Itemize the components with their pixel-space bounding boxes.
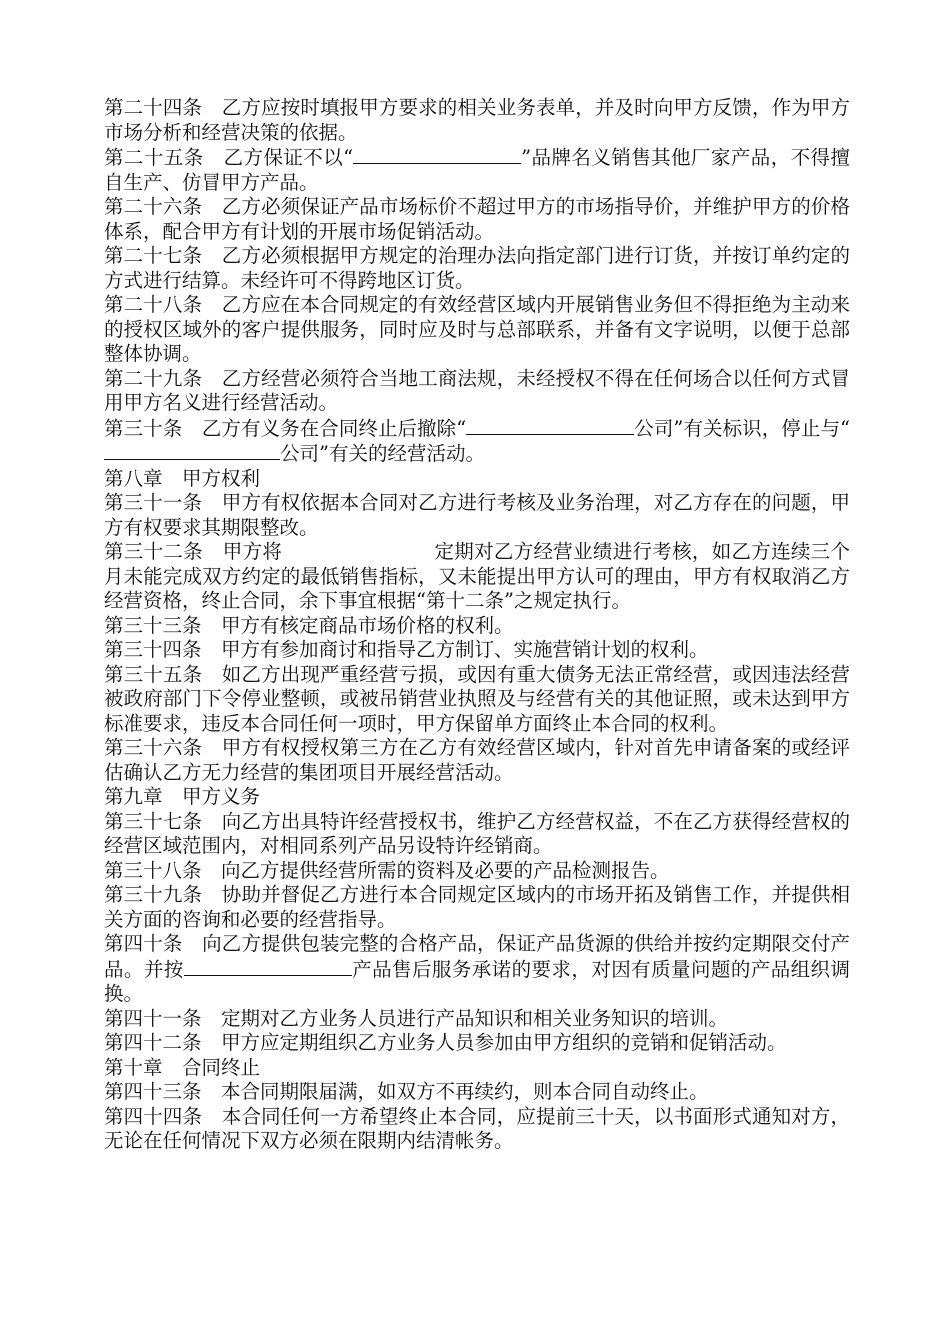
article-41: 第四十一条 定期对乙方业务人员进行产品知识和相关业务知识的培训。: [104, 1006, 729, 1030]
chapter-10-heading: 第十章 合同终止: [104, 1055, 261, 1079]
article-38: 第三十八条 向乙方提供经营所需的资料及必要的产品检测报告。: [104, 858, 670, 882]
article-39: 第三十九条 协助并督促乙方进行本合同规定区域内的市场开拓及销售工作，并提供相关方面的咨询和必要的经营指导。: [104, 883, 850, 931]
document-page: [104, 96, 850, 1154]
article-30: 第三十条 乙方有义务在合同终止后撤除“ 公司”有关标识，停止与“公司”有关的经营活动。: [104, 416, 850, 465]
article-25: 第二十五条 乙方保证不以“ ”品牌名义销售其他厂家产品，不得擅自生产、仿冒甲方产品。: [104, 146, 850, 194]
article-43: 第四十三条 本合同期限届满，如双方不再续约，则本合同自动终止。: [104, 1080, 709, 1103]
article-40: 第四十条 向乙方提供包装完整的合格产品，保证产品货源的供给并按约定期限交付产品。并按 产品售后服务承诺的要求，对因有质量问题的产品组织调换。: [104, 932, 850, 1005]
article-37: 第三十七条 向乙方出具特许经营授权书，维护乙方经营权益，不在乙方获得经营权的经营区域范围内，对相同系列产品另设特许经销商。: [104, 809, 850, 857]
article-32: 第三十二条 甲方将 定期对乙方经营业绩进行考核，如乙方连续三个月未能完成双方约定的最低销售指标，又未能提出甲方认可的理由，甲方有权取消乙方经营资格，终止合同，余下事宜根据“第十二条”之规定执行。: [104, 540, 850, 612]
article-35: 第三十五条 如乙方出现严重经营亏损，或因有重大债务无法正常经营，或因违法经营被政府部门下令停业整顿，或被吊销营业执照及与经营有关的其他证照，或未达到甲方标准要求，违反本合同任何一项时，甲方保留单方面终止本合同的权利。: [104, 662, 850, 735]
article-31: 第三十一条 甲方有权依据本合同对乙方进行考核及业务治理，对乙方存在的问题，甲方有权要求其期限整改。: [104, 491, 850, 539]
article-28: 第二十八条 乙方应在本合同规定的有效经营区域内开展销售业务但不得拒绝为主动来的授权区域外的客户提供服务，同时应及时与总部联系，并备有文字说明，以便于总部整体协调。: [104, 293, 850, 365]
company-blank-line: [466, 416, 634, 435]
article-27: 第二十七条 乙方必须根据甲方规定的治理办法向指定部门进行订货，并按订单约定的方式进行结算。未经许可不得跨地区订货。: [104, 244, 850, 292]
chapter-9-heading: 第九章 甲方义务: [104, 785, 261, 808]
article-24: 第二十四条 乙方应按时填报甲方要求的相关业务表单，并及时向甲方反馈，作为甲方市场分析和经营决策的依据。: [104, 96, 850, 144]
chapter-8-heading: 第八章 甲方权利: [104, 466, 261, 490]
article-26: 第二十六条 乙方必须保证产品市场标价不超过甲方的市场指导价，并维护甲方的价格体系，配合甲方有计划的开展市场促销活动。: [104, 195, 850, 243]
service-blank-line: [184, 957, 352, 976]
article-33: 第三十三条 甲方有核定商品市场价格的权利。: [104, 613, 514, 637]
article-44: 第四十四条 本合同任何一方希望终止本合同，应提前三十天，以书面形式通知对方，无论在任何情况下双方必须在限期内结清帐务。: [104, 1104, 850, 1152]
article-42: 第四十二条 甲方应定期组织乙方业务人员参加由甲方组织的竞销和促销活动。: [104, 1031, 787, 1054]
company-blank-line: [104, 441, 280, 460]
article-29: 第二十九条 乙方经营必须符合当地工商法规，未经授权不得在任何场合以任何方式冒用甲方名义进行经营活动。: [104, 366, 850, 414]
article-34: 第三十四条 甲方有参加商讨和指导乙方制订、实施营销计划的权利。: [104, 638, 709, 661]
article-36: 第三十六条 甲方有权授权第三方在乙方有效经营区域内，针对首先申请备案的或经评估确认乙方无力经营的集团项目开展经营活动。: [104, 736, 850, 784]
brand-blank-line: [353, 145, 521, 164]
